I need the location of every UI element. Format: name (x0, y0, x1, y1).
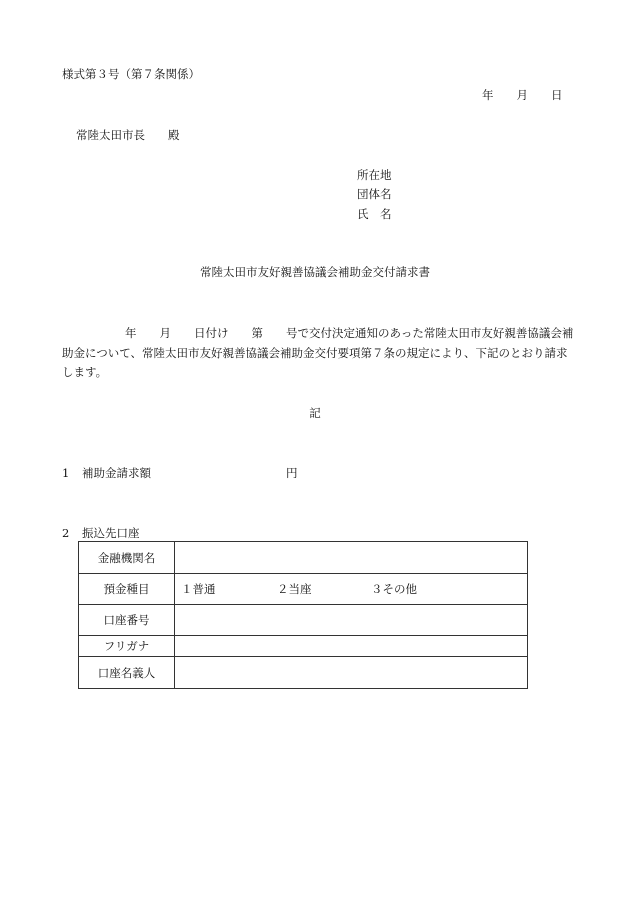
sender-address-label: 所在地 (357, 168, 392, 182)
deposit-option-ordinary[interactable]: １普通 (181, 582, 216, 596)
body-first-line: 年 月 日付け 第 号で交付決定通知のあった常陸太田市友好親善協 (125, 326, 539, 340)
date-line: 年 月 日 (482, 88, 563, 102)
furigana-label: フリガナ (79, 636, 175, 657)
deposit-type-field[interactable] (175, 574, 528, 605)
form-number: 様式第３号（第７条関係） (62, 67, 200, 81)
document-title: 常陸太田市友好親善協議会補助金交付請求書 (200, 265, 430, 279)
sender-name-label: 氏 名 (357, 207, 392, 221)
table-row-bank-name (79, 542, 528, 574)
deposit-option-other[interactable]: ３その他 (371, 582, 417, 596)
item1-label: 補助金請求額 (82, 466, 151, 480)
item1-unit: 円 (286, 466, 298, 480)
account-holder-field[interactable] (175, 657, 528, 689)
item2-label: 振込先口座 (82, 526, 140, 540)
body-text (62, 324, 574, 383)
account-number-label: 口座番号 (79, 605, 175, 636)
table-row-account-holder (79, 657, 528, 689)
item-bank-account (62, 525, 140, 541)
sender-organization-label: 団体名 (357, 187, 392, 201)
table-row-deposit-type (79, 574, 528, 605)
bank-name-label: 金融機関名 (79, 542, 175, 574)
note-mark: 記 (309, 406, 321, 420)
furigana-field[interactable] (175, 636, 528, 657)
bank-name-field[interactable] (175, 542, 528, 574)
item1-number: 1 (62, 466, 70, 480)
addressee: 常陸太田市長 殿 (76, 128, 180, 142)
deposit-type-label: 預金種目 (79, 574, 175, 605)
bank-account-table (78, 541, 528, 689)
item2-number: 2 (62, 526, 70, 540)
account-holder-label: 口座名義人 (79, 657, 175, 689)
item-request-amount (62, 465, 298, 481)
account-number-field[interactable] (175, 605, 528, 636)
table-row-account-number (79, 605, 528, 636)
body-rest: 議会補助金について、常陸太田市友好親善協議会補助金交付要項第７条の規定により、下記のとおり請求します。 (62, 326, 574, 379)
deposit-option-checking[interactable]: ２当座 (277, 582, 312, 596)
table-row-furigana (79, 636, 528, 657)
